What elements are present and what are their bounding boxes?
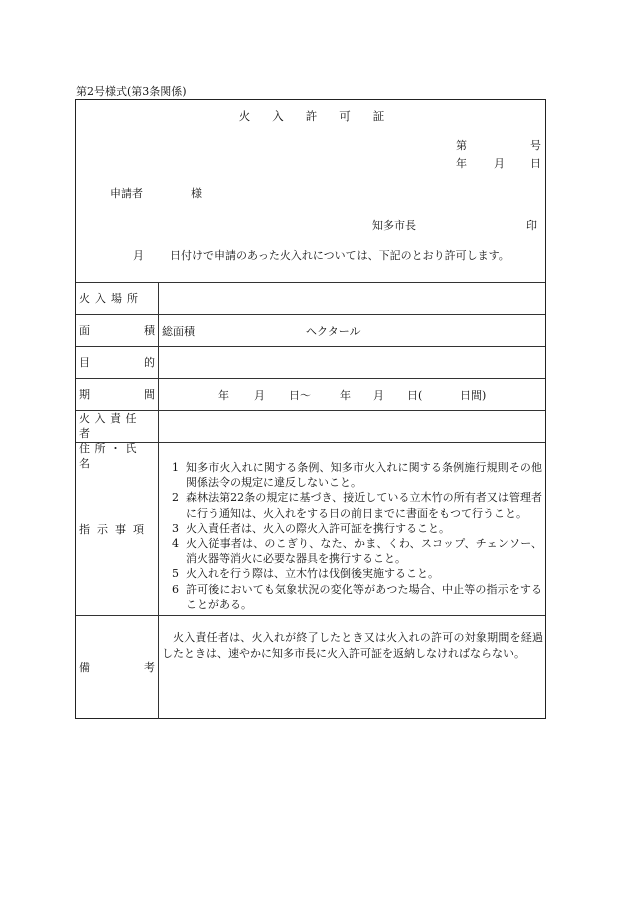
area-label-char: 積: [144, 324, 155, 337]
purpose-label: [79, 346, 155, 378]
form-number-label: 第2号様式(第3条関係): [76, 85, 187, 98]
instruction-text: 知多市火入れに関する条例、知多市火入れに関する条例施行規則その他関係法令の規定に違反しないこと。: [186, 461, 542, 490]
date-day: 日: [530, 157, 541, 170]
instruction-number: 6: [172, 582, 179, 596]
instructions-list: [172, 460, 542, 612]
date-month: 月: [494, 157, 505, 170]
issuer-name: 知多市長: [372, 219, 416, 232]
instruction-text: 許可後においても気象状況の変化等があつた場合、中止等の指示をすることがある。: [186, 582, 542, 611]
period-start-day: 日〜: [289, 389, 311, 402]
instruction-number: 1: [172, 461, 179, 474]
applicant-honorific: 様: [191, 187, 202, 200]
remarks-text: 火入責任者は、火入れが終了したとき又は火入れの許可の対象期間を経過したときは、速やかに知多市長に火入許可証を返納しなければならない。: [162, 631, 543, 660]
instruction-text: 火入れを行う際は、立木竹は伐倒後実施すること。: [186, 567, 439, 581]
location-label: 火入場所: [79, 292, 143, 305]
period-end-day: 日(: [407, 389, 423, 402]
instruction-item: [172, 490, 542, 520]
statement-text: 日付けで申請のあった火入れについては、下記のとおり許可します。: [170, 249, 510, 262]
instruction-item: [172, 536, 542, 566]
instructions-label: 指示事項: [79, 522, 151, 536]
period-label-char: 間: [144, 388, 155, 401]
permit-form-frame: [75, 99, 546, 719]
instruction-item: [172, 566, 542, 581]
period-end-month: 月: [373, 389, 384, 402]
instruction-item: [172, 521, 542, 536]
instruction-text: 火入責任者は、火入の際火入許可証を携行すること。: [186, 521, 450, 535]
responsible-line2-text: 住所・氏名: [79, 442, 141, 470]
purpose-label-char: 的: [144, 356, 155, 369]
seal-mark: 印: [526, 219, 537, 232]
number-suffix: 号: [530, 139, 541, 152]
period-start-month: 月: [254, 389, 265, 402]
number-prefix: 第: [456, 139, 467, 152]
area-unit: ヘクタール: [306, 325, 361, 338]
area-label: [79, 314, 155, 346]
period-label: [79, 378, 155, 410]
responsible-label-line1: [79, 411, 155, 441]
instruction-item: [172, 582, 542, 612]
instruction-item: [172, 460, 542, 490]
period-start-year: 年: [218, 389, 229, 402]
instruction-text: 火入従事者は、のこぎり、なた、かま、くわ、スコップ、チェンソー、消火器等消火に必要な器具を携行すること。: [186, 537, 542, 566]
purpose-label-char: 目: [79, 356, 90, 369]
instruction-number: 2: [172, 491, 179, 505]
instruction-number: 5: [172, 567, 179, 581]
area-label-char: 面: [79, 324, 90, 337]
instruction-number: 4: [172, 537, 179, 551]
statement-month: 月: [133, 249, 144, 262]
responsible-line1-text: 火入責任者: [79, 412, 141, 440]
instruction-number: 3: [172, 521, 179, 535]
applicant-label: 申請者: [110, 187, 143, 200]
remarks-label-char: 備: [79, 661, 90, 674]
area-prefix: 総面積: [162, 325, 195, 338]
remarks-label-char: 考: [144, 661, 155, 674]
date-year: 年: [456, 157, 467, 170]
column-divider: [158, 282, 159, 719]
instruction-text: 森林法第22条の規定に基づき、接近している立木竹の所有者又は管理者に行う通知は、火入れをする日の前日までに書面をもつて行うこと。: [186, 491, 542, 520]
period-end-year: 年: [340, 389, 351, 402]
period-days: 日間): [460, 389, 487, 402]
remarks-label: [79, 615, 155, 719]
period-label-char: 期: [79, 388, 90, 401]
form-title: 火入許可証: [238, 109, 407, 123]
